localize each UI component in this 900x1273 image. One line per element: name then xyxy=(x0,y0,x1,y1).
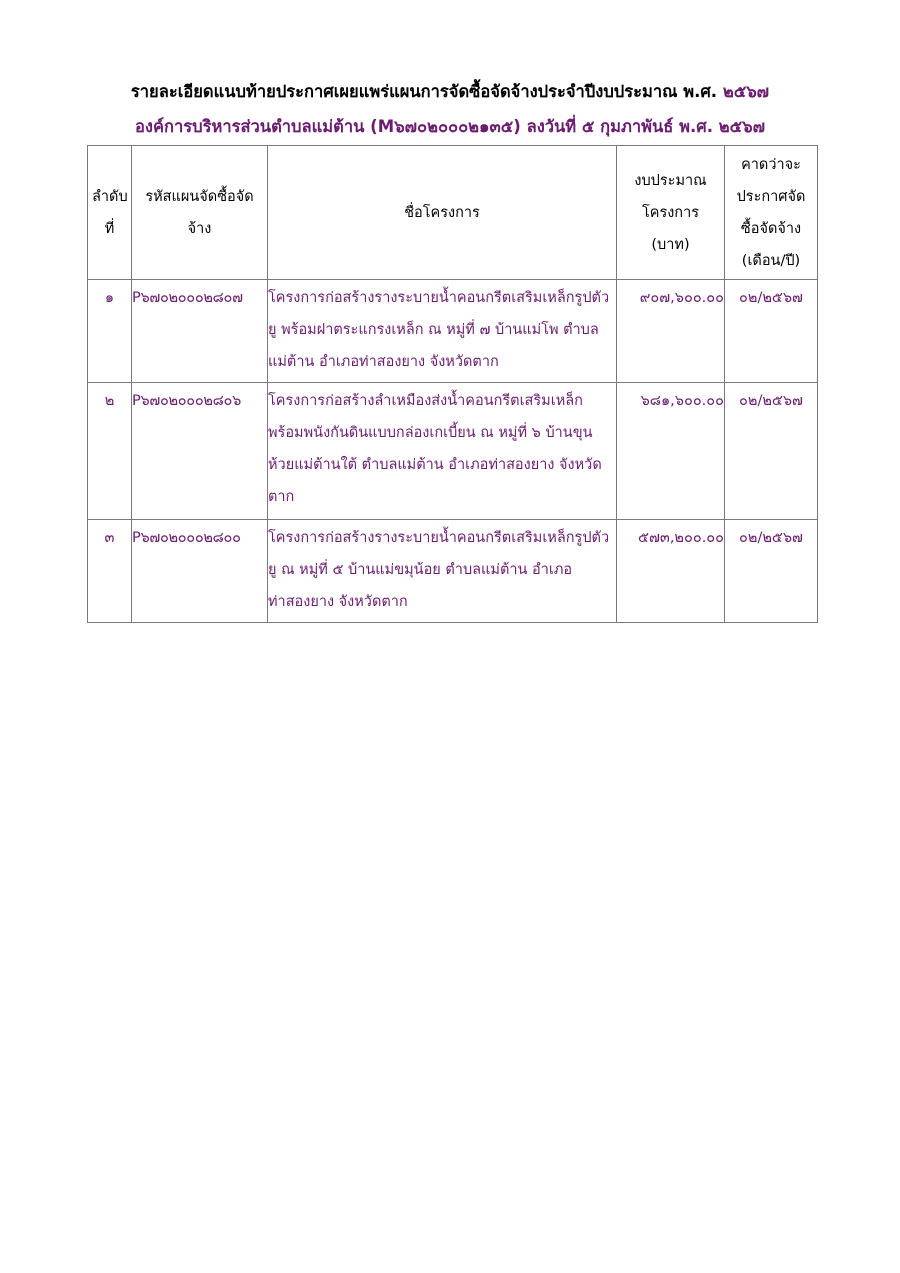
header-announce-period: คาดว่าจะประกาศจัดซื้อจัดจ้าง (เดือน/ปี) xyxy=(725,146,818,280)
title-main-text: รายละเอียดแนบท้ายประกาศเผยแพร่แผนการจัดซื้อจัดจ้างประจำปีงบประมาณ พ.ศ. xyxy=(130,82,718,101)
header-plan-code: รหัสแผนจัดซื้อจัดจ้าง xyxy=(132,146,268,280)
row-plan-code: P๖๗๐๒๐๐๐๒๘๐๐ xyxy=(132,520,268,623)
row-plan-code: P๖๗๐๒๐๐๐๒๘๐๖ xyxy=(132,383,268,520)
row-budget: ๖๘๑,๖๐๐.๐๐ xyxy=(617,383,725,520)
row-no: ๒ xyxy=(88,383,132,520)
row-budget: ๕๗๓,๒๐๐.๐๐ xyxy=(617,520,725,623)
row-announce-period: ๐๒/๒๕๖๗ xyxy=(725,520,818,623)
header-no: ลำดับที่ xyxy=(88,146,132,280)
organization-name: องค์การบริหารส่วนตำบลแม่ต้าน (M๖๗๐๒๐๐๐๒๑๓๕) xyxy=(135,117,521,136)
row-project-name: โครงการก่อสร้างรางระบายน้ำคอนกรีตเสริมเหล็กรูปตัวยู พร้อมฝาตระแกรงเหล็ก ณ หมู่ที่ ๗ บ้านแม่โพ ตำบลแม่ต้าน อำเภอท่าสองยาง จังหวัดตาก xyxy=(268,280,617,383)
row-budget: ๙๐๗,๖๐๐.๐๐ xyxy=(617,280,725,383)
table-row xyxy=(88,520,818,623)
row-announce-period: ๐๒/๒๕๖๗ xyxy=(725,383,818,520)
announcement-date: ลงวันที่ ๕ กุมภาพันธ์ พ.ศ. ๒๕๖๗ xyxy=(526,117,765,136)
procurement-plan-table xyxy=(87,145,818,623)
row-plan-code: P๖๗๐๒๐๐๐๒๘๐๗ xyxy=(132,280,268,383)
table-header-row xyxy=(88,146,818,280)
header-project-name: ชื่อโครงการ xyxy=(268,146,617,280)
table-row xyxy=(88,280,818,383)
document-title-line-2 xyxy=(0,116,900,138)
row-project-name: โครงการก่อสร้างรางระบายน้ำคอนกรีตเสริมเหล็กรูปตัวยู ณ หมู่ที่ ๕ บ้านแม่ขมุน้อย ตำบลแม่ต้าน อำเภอท่าสองยาง จังหวัดตาก xyxy=(268,520,617,623)
row-no: ๑ xyxy=(88,280,132,383)
table-row xyxy=(88,383,818,520)
row-project-name: โครงการก่อสร้างลำเหมืองส่งน้ำคอนกรีตเสริมเหล็ก พร้อมพนังกันดินแบบกล่องเกเบี้ยน ณ หมู่ที่ ๖ บ้านขุนห้วยแม่ต้านใต้ ตำบลแม่ต้าน อำเภอท่าสองยาง จังหวัดตาก xyxy=(268,383,617,520)
title-fiscal-year: ๒๕๖๗ xyxy=(722,82,770,101)
row-no: ๓ xyxy=(88,520,132,623)
row-announce-period: ๐๒/๒๕๖๗ xyxy=(725,280,818,383)
header-budget: งบประมาณโครงการ (บาท) xyxy=(617,146,725,280)
document-title-line-1 xyxy=(0,81,900,103)
